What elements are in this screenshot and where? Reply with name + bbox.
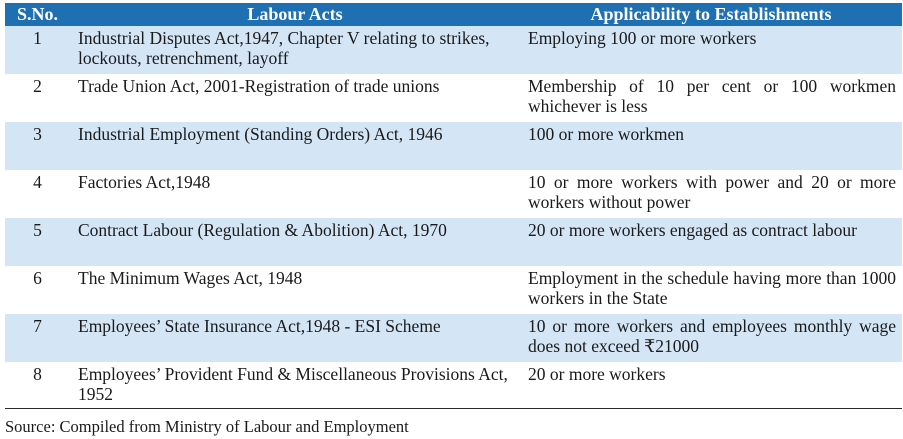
table-row xyxy=(5,26,902,74)
cell-sno: 5 xyxy=(33,220,42,240)
cell-act: Industrial Employment (Standing Orders) Act, 1946 xyxy=(78,124,443,144)
table-row xyxy=(5,266,902,314)
cell-act: Contract Labour (Regulation & Abolition) Act, 1970 xyxy=(78,220,447,240)
cell-sno: 7 xyxy=(33,316,42,336)
cell-applicability: 100 or more workmen xyxy=(528,124,685,144)
header-applicability: Applicability to Establishments xyxy=(520,3,902,26)
cell-act: Factories Act,1948 xyxy=(78,172,211,192)
cell-applicability: Membership of 10 per cent or 100 workmen whichever is less xyxy=(528,76,896,116)
cell-applicability: Employment in the schedule having more than 1000 workers in the State xyxy=(528,268,896,308)
table-header xyxy=(5,3,902,26)
labour-acts-table-container xyxy=(5,3,902,409)
cell-sno: 4 xyxy=(33,172,42,192)
cell-sno: 8 xyxy=(33,364,42,384)
cell-applicability: 10 or more workers and employees monthly wage does not exceed ₹21000 xyxy=(528,316,896,356)
header-row xyxy=(5,3,902,26)
cell-act: Employees’ State Insurance Act,1948 - ESI Scheme xyxy=(78,316,441,336)
cell-sno: 3 xyxy=(33,124,42,144)
labour-acts-table xyxy=(5,3,902,409)
cell-applicability: 10 or more workers with power and 20 or more workers without power xyxy=(528,172,896,212)
cell-act: Industrial Disputes Act,1947, Chapter V relating to strikes, lockouts, retrenchment, layoff xyxy=(78,28,490,68)
cell-sno: 6 xyxy=(33,268,42,288)
table-row xyxy=(5,74,902,122)
table-row xyxy=(5,218,902,266)
cell-sno: 1 xyxy=(33,28,42,48)
cell-applicability: 20 or more workers engaged as contract labour xyxy=(528,220,857,240)
cell-sno: 2 xyxy=(33,76,42,96)
table-body xyxy=(5,26,902,408)
cell-applicability: Employing 100 or more workers xyxy=(528,28,757,48)
cell-act: Trade Union Act, 2001-Registration of trade unions xyxy=(78,76,440,96)
header-sno: S.No. xyxy=(5,3,70,26)
cell-applicability: 20 or more workers xyxy=(528,364,666,384)
table-row xyxy=(5,170,902,218)
table-row xyxy=(5,314,902,362)
table-row xyxy=(5,362,902,408)
cell-act: The Minimum Wages Act, 1948 xyxy=(78,268,303,288)
source-note: Source: Compiled from Ministry of Labour and Employment xyxy=(5,417,409,436)
header-labour-acts: Labour Acts xyxy=(70,3,520,26)
cell-act: Employees’ Provident Fund & Miscellaneous Provisions Act, 1952 xyxy=(78,364,508,404)
table-row xyxy=(5,122,902,170)
